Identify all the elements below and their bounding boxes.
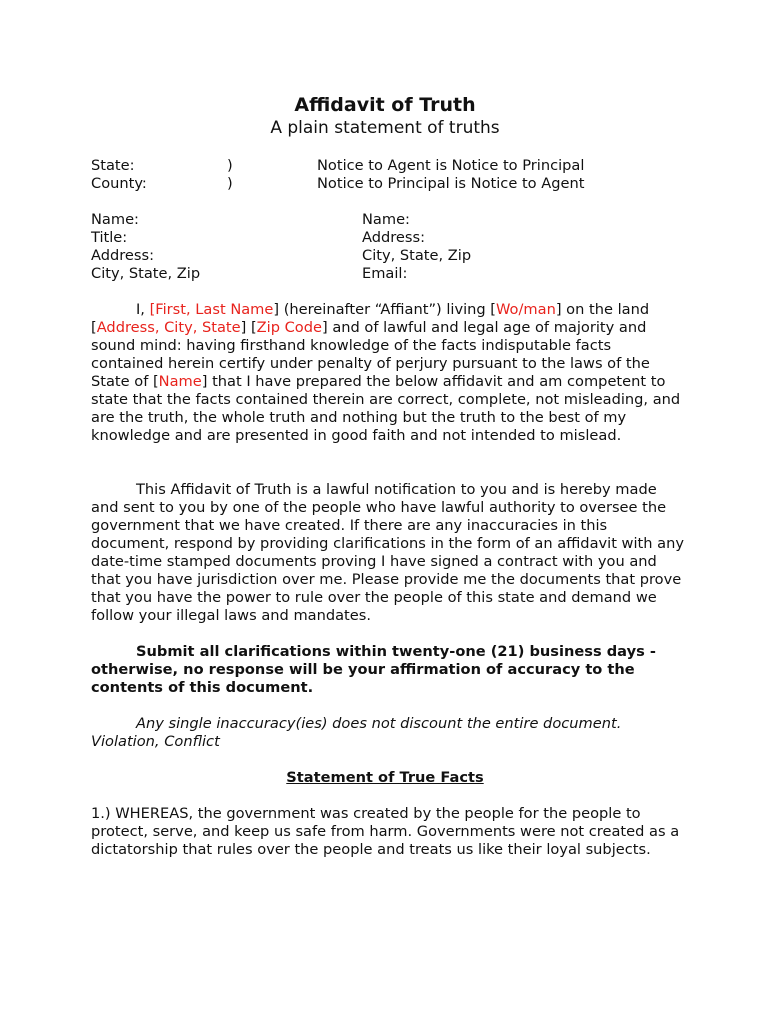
para1-text-1: I,: [136, 301, 150, 318]
recipient-city-label: City, State, Zip: [362, 247, 472, 264]
fact-1-paragraph: [91, 805, 685, 859]
para1-text-4: ] [: [240, 319, 257, 336]
state-label: State:: [91, 157, 135, 174]
zip-code-field: Zip Code: [256, 319, 322, 336]
document-subtitle: A plain statement of truths: [270, 118, 500, 138]
affiant-city-label: City, State, Zip: [91, 265, 201, 282]
county-label: County:: [91, 175, 147, 192]
state-name-field: Name: [158, 373, 202, 390]
para1-text-3: ] on the land [: [91, 301, 650, 336]
fact-1-text: 1.) WHEREAS, the government was created by the people for the people to protect, serve, and keep us safe from harm. Governments were not created as a dictatorship that rules over the people and treats us like their loyal subjects.: [91, 805, 680, 858]
inaccuracy-paragraph: [91, 715, 685, 751]
state-paren: ): [227, 157, 233, 174]
county-paren: ): [227, 175, 233, 192]
deadline-paragraph: [91, 643, 685, 697]
deadline-text: Submit all clarifications within twenty-one (21) business days - otherwise, no response will be your affirmation of accuracy to the contents of this document.: [91, 643, 656, 696]
affiant-name-label: Name:: [91, 211, 139, 228]
notice-line-2: Notice to Principal is Notice to Agent: [317, 175, 585, 192]
affiant-title-label: Title:: [91, 229, 128, 246]
affiant-statement-paragraph: [91, 301, 685, 445]
first-last-name-field: [First, Last Name: [149, 301, 274, 318]
address-city-state-field: Address, City, State: [96, 319, 241, 336]
para1-text-6: ] that I have prepared the below affidavit and am competent to state that the facts contained therein are correct, complete, not misleading, and are the truth, the whole truth and nothing but the truth to the best of my knowledge and are presented in good faith and not intended to mislead.: [91, 373, 681, 444]
para1-text-5: ] and of lawful and legal age of majority and sound mind: having firsthand knowledge of the facts indisputable facts contained herein certify under penalty of perjury pursuant to the laws of the State of [: [91, 319, 650, 390]
recipient-address-label: Address:: [362, 229, 426, 246]
affiant-address-label: Address:: [91, 247, 155, 264]
document-title: Affidavit of Truth: [294, 94, 476, 116]
para1-text-2: ] (hereinafter “Affiant”) living [: [273, 301, 496, 318]
notification-text: This Affidavit of Truth is a lawful notification to you and is hereby made and sent to you by one of the people who have lawful authority to oversee the government that we have created. If there are any inaccuracies in this document, respond by providing clarifications in the form of an affidavit with any date-time stamped documents proving I have signed a contract with you and that you have jurisdiction over me. Please provide me the documents that prove that you have the power to rule over the people of this state and demand we follow your illegal laws and mandates.: [91, 481, 684, 624]
recipient-email-label: Email:: [362, 265, 408, 282]
section-heading: Statement of True Facts: [286, 769, 484, 786]
inaccuracy-text: Any single inaccuracy(ies) does not discount the entire document. Violation, Conflict: [91, 715, 622, 750]
notification-paragraph: [91, 481, 685, 625]
recipient-name-label: Name:: [362, 211, 410, 228]
notice-line-1: Notice to Agent is Notice to Principal: [317, 157, 585, 174]
wo-man-field: Wo/man: [495, 301, 556, 318]
